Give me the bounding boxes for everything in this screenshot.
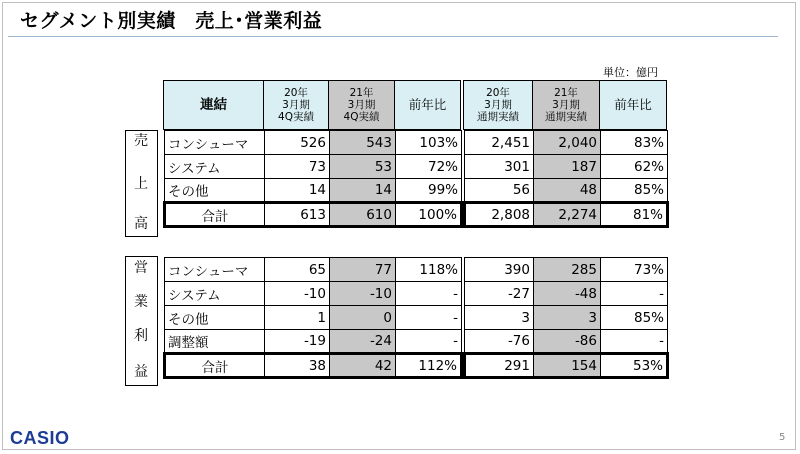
table-row	[465, 203, 668, 227]
row-label: その他	[165, 306, 265, 330]
table-row	[465, 179, 668, 203]
cell-q4-yoy: 99%	[396, 179, 462, 203]
header-segment: 連結	[164, 81, 264, 130]
row-label: コンシューマ	[165, 258, 265, 282]
cell-q4-2021: 53	[330, 155, 396, 179]
cell-fy-2020: 390	[465, 258, 534, 282]
cell-q4-2021: -24	[330, 330, 396, 354]
cell-fy-yoy: 62%	[601, 155, 668, 179]
op-label-1: 営	[134, 260, 148, 276]
sales-label-1: 売	[134, 133, 148, 149]
page-number: 5	[779, 432, 786, 443]
cell-fy-yoy: -	[601, 282, 668, 306]
table-row	[465, 354, 668, 378]
cell-fy-2020: 3	[465, 306, 534, 330]
header-line: 3月期	[484, 99, 512, 111]
table-row	[165, 354, 462, 378]
cell-q4-yoy: 112%	[396, 354, 462, 378]
cell-q4-2021: 77	[330, 258, 396, 282]
cell-fy-2020: -76	[465, 330, 534, 354]
cell-q4-yoy: 100%	[396, 203, 462, 227]
unit-label: 単位：億円	[603, 66, 658, 79]
header-line: 4Q実績	[343, 111, 380, 123]
cell-fy-yoy: 85%	[601, 179, 668, 203]
cell-q4-2020: 14	[265, 179, 330, 203]
table-row	[165, 258, 462, 282]
cell-fy-2021: 154	[534, 354, 601, 378]
cell-q4-2021: -10	[330, 282, 396, 306]
row-label: 調整額	[165, 330, 265, 354]
cell-q4-2021: 0	[330, 306, 396, 330]
cell-fy-yoy: 85%	[601, 306, 668, 330]
table-row	[165, 131, 462, 155]
cell-fy-2021: 285	[534, 258, 601, 282]
title-divider	[8, 36, 778, 37]
cell-q4-yoy: -	[396, 306, 462, 330]
header-yoy: 前年比	[395, 81, 461, 130]
sales-label-3: 高	[134, 216, 148, 232]
cell-fy-2021: -48	[534, 282, 601, 306]
sales-fy-table	[463, 130, 669, 228]
cell-fy-2020: 301	[465, 155, 534, 179]
header-yoy2: 前年比	[600, 81, 667, 130]
table-row	[465, 330, 668, 354]
cell-q4-2020: 38	[265, 354, 330, 378]
casio-logo: CASIO	[10, 428, 70, 448]
op-fy-table	[463, 257, 669, 379]
cell-fy-2021: -86	[534, 330, 601, 354]
op-q4-table	[163, 257, 463, 379]
cell-fy-2021: 3	[534, 306, 601, 330]
cell-fy-yoy: 53%	[601, 354, 668, 378]
header-fy-2021	[533, 81, 600, 130]
cell-q4-yoy: -	[396, 330, 462, 354]
cell-fy-2020: 2,808	[465, 203, 534, 227]
header-line: 20年	[486, 87, 510, 99]
header-line: 3月期	[552, 99, 580, 111]
cell-q4-yoy: -	[396, 282, 462, 306]
cell-fy-2020: -27	[465, 282, 534, 306]
header-line: 通期実績	[477, 111, 519, 123]
header-line: 3月期	[282, 99, 310, 111]
header-q4-2020	[264, 81, 329, 130]
cell-fy-yoy: 73%	[601, 258, 668, 282]
table-row	[165, 282, 462, 306]
table-row	[165, 203, 462, 227]
header-line: 4Q実績	[278, 111, 314, 123]
header-line: 21年	[554, 87, 578, 99]
cell-fy-yoy: 81%	[601, 203, 668, 227]
cell-fy-2021: 48	[534, 179, 601, 203]
slide-title: セグメント別実績 売上･営業利益	[20, 10, 323, 32]
cell-fy-2020: 2,451	[465, 131, 534, 155]
cell-fy-yoy: -	[601, 330, 668, 354]
table-row	[465, 131, 668, 155]
cell-q4-2020: 1	[265, 306, 330, 330]
cell-q4-2020: 65	[265, 258, 330, 282]
cell-fy-2020: 56	[465, 179, 534, 203]
table-row	[465, 306, 668, 330]
header-q4	[163, 80, 461, 130]
row-label: コンシューマ	[165, 131, 265, 155]
table-row	[165, 306, 462, 330]
table-row	[465, 155, 668, 179]
cell-fy-2020: 291	[465, 354, 534, 378]
header-fy-2020	[464, 81, 533, 130]
row-label: システム	[165, 155, 265, 179]
row-label: 合計	[165, 203, 265, 227]
header-q4-2021	[329, 81, 395, 130]
header-line: 通期実績	[545, 111, 587, 123]
cell-fy-2021: 2,040	[534, 131, 601, 155]
header-line: 3月期	[347, 99, 376, 111]
cell-fy-2021: 2,274	[534, 203, 601, 227]
sales-q4-table	[163, 130, 463, 228]
cell-q4-2021: 543	[330, 131, 396, 155]
cell-q4-yoy: 118%	[396, 258, 462, 282]
cell-q4-yoy: 103%	[396, 131, 462, 155]
row-label: 合計	[165, 354, 265, 378]
cell-q4-2020: -19	[265, 330, 330, 354]
cell-q4-yoy: 72%	[396, 155, 462, 179]
sales-label-2: 上	[134, 176, 148, 192]
header-line: 20年	[284, 87, 308, 99]
cell-q4-2020: -10	[265, 282, 330, 306]
cell-q4-2020: 73	[265, 155, 330, 179]
table-row	[465, 258, 668, 282]
cell-fy-yoy: 83%	[601, 131, 668, 155]
cell-q4-2021: 14	[330, 179, 396, 203]
table-row	[165, 330, 462, 354]
table-row	[165, 179, 462, 203]
row-label: その他	[165, 179, 265, 203]
header-fy	[463, 80, 667, 130]
table-row	[165, 155, 462, 179]
op-label-2: 業	[134, 294, 148, 310]
cell-q4-2020: 613	[265, 203, 330, 227]
header-line: 21年	[349, 87, 374, 99]
cell-q4-2020: 526	[265, 131, 330, 155]
cell-q4-2021: 610	[330, 203, 396, 227]
cell-fy-2021: 187	[534, 155, 601, 179]
op-label-4: 益	[134, 364, 148, 380]
row-label: システム	[165, 282, 265, 306]
table-row	[465, 282, 668, 306]
cell-q4-2021: 42	[330, 354, 396, 378]
op-label-3: 利	[134, 328, 148, 344]
